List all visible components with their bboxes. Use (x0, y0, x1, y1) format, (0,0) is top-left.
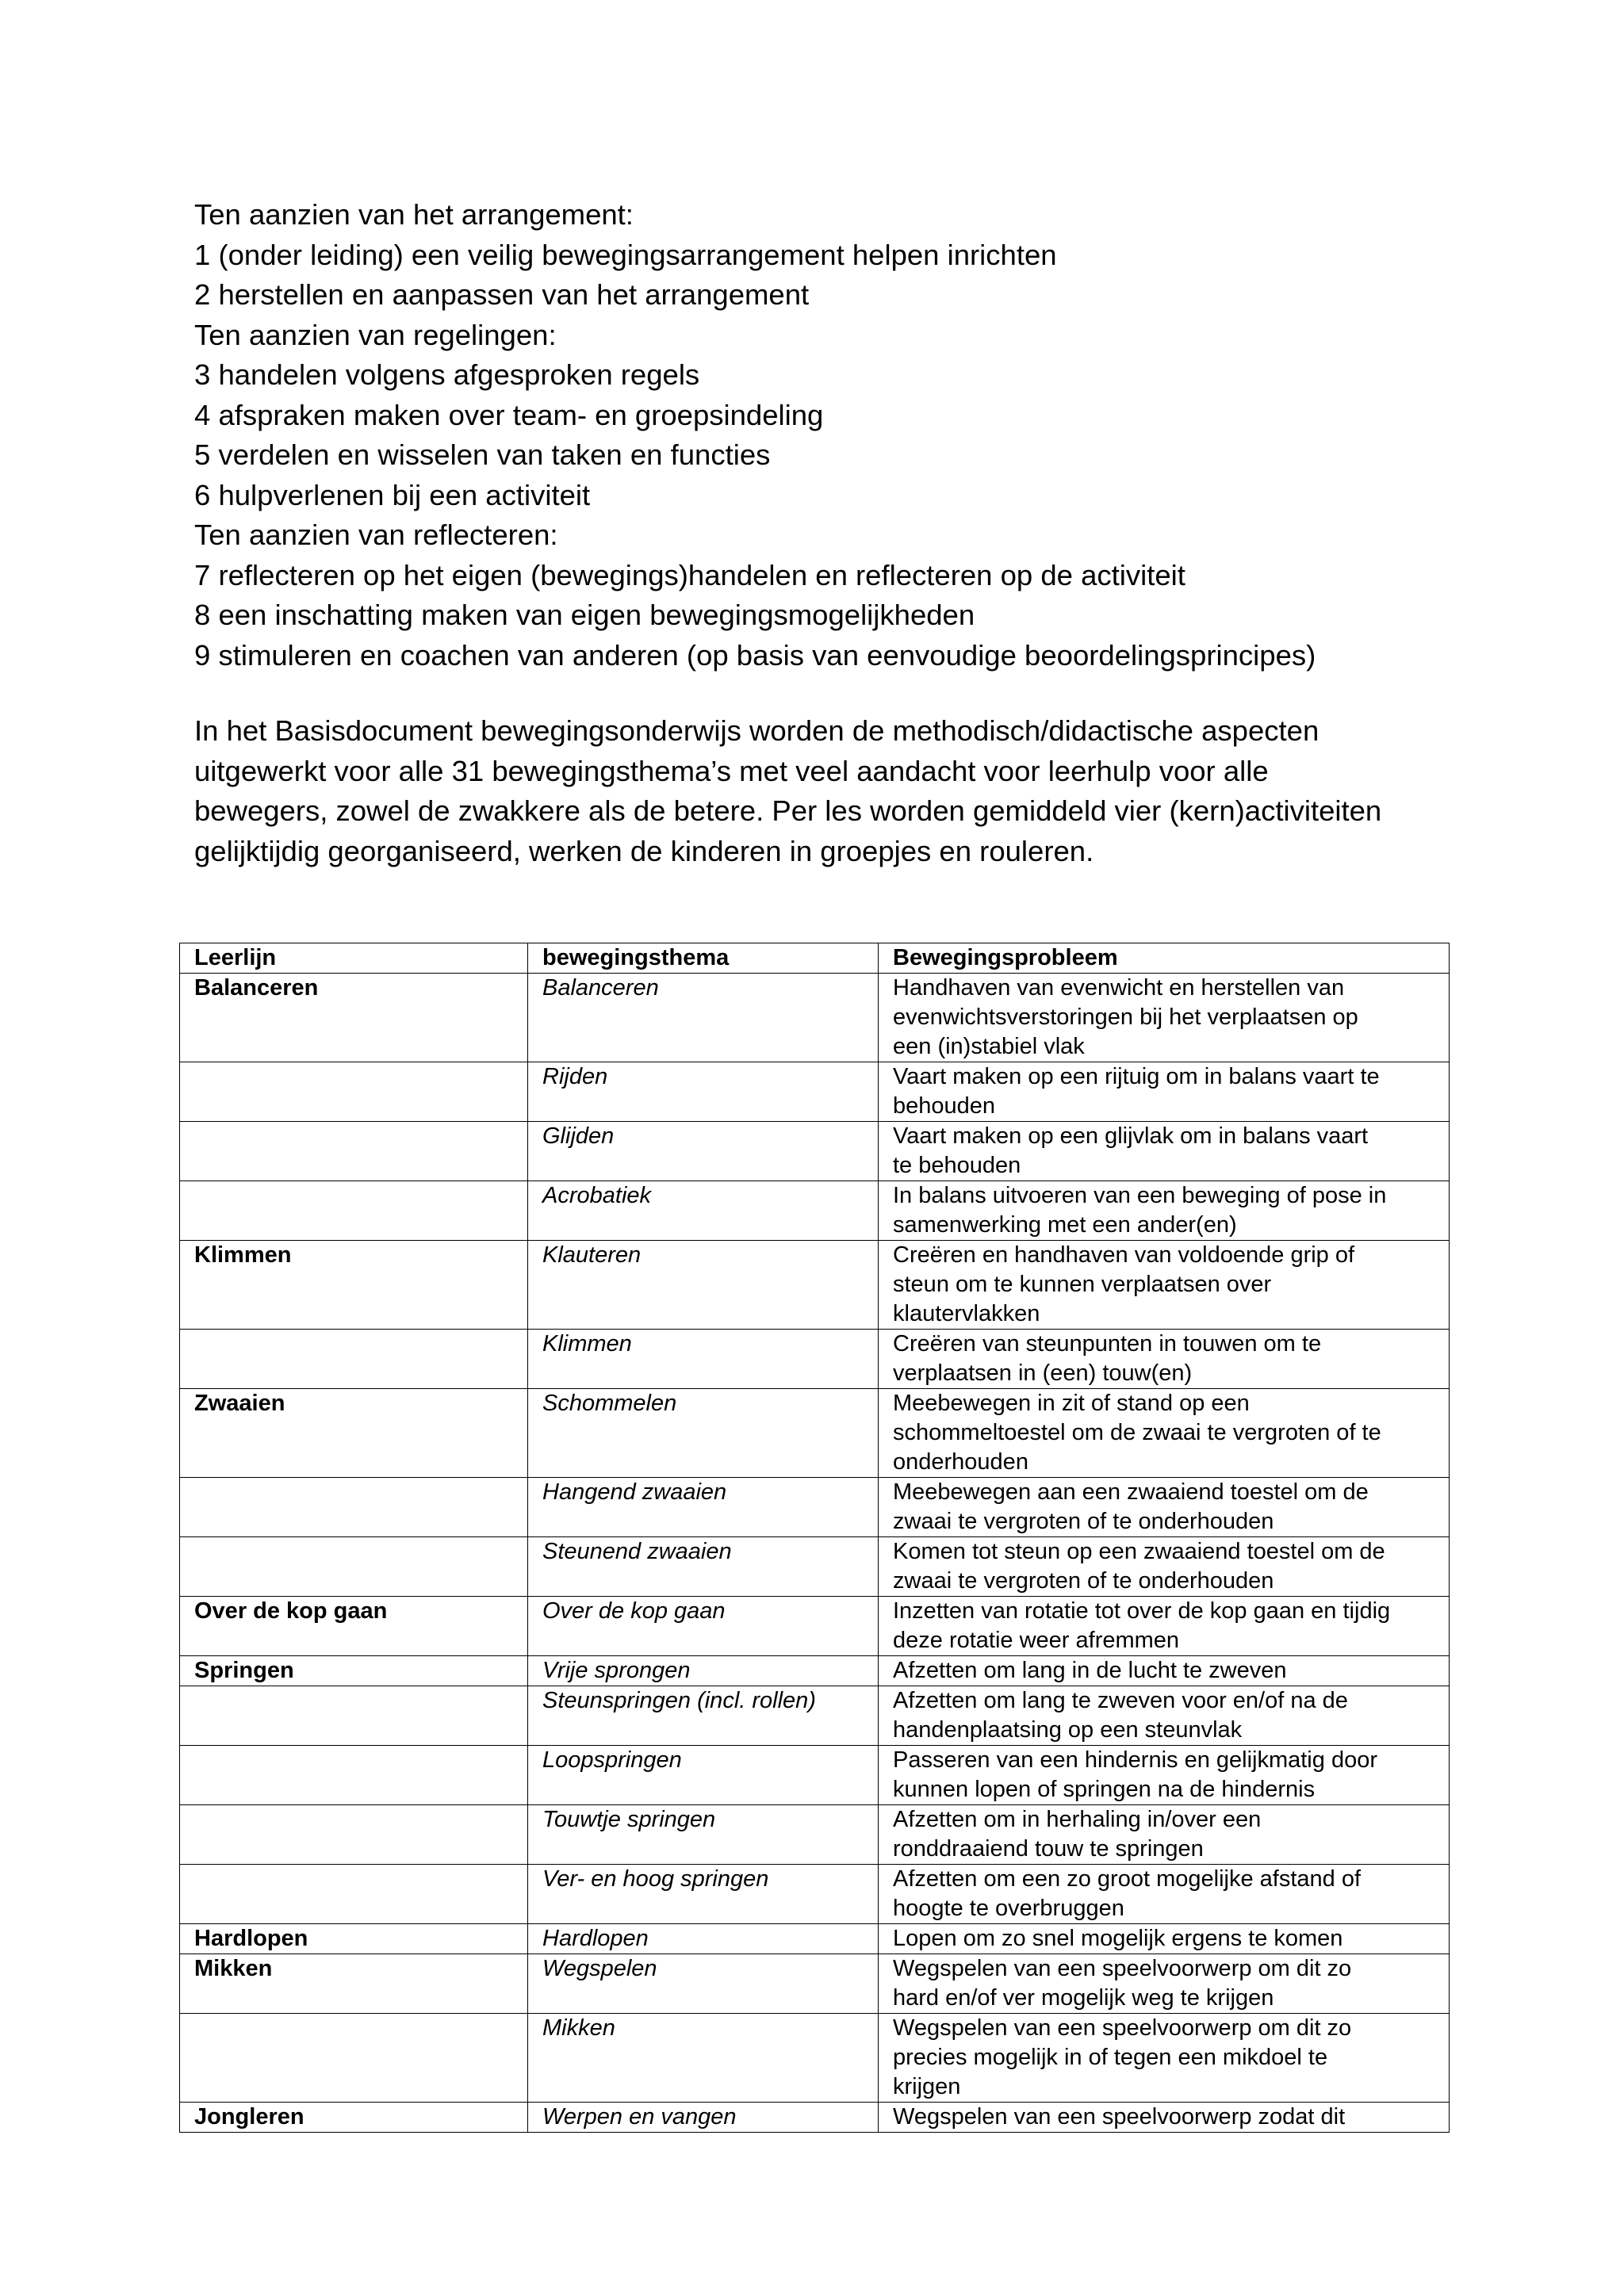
probleem-line: Meebewegen aan een zwaaiend toestel om de (893, 1479, 1369, 1505)
probleem-line: te behouden (893, 1153, 1021, 1178)
header-bewegingsprobleem: Bewegingsprobleem (879, 943, 1450, 974)
probleem-line: kunnen lopen of springen na de hindernis (893, 1777, 1316, 1802)
probleem-line: evenwichtsverstoringen bij het verplaatsen op (893, 1004, 1358, 1030)
cell-bewegingsthema: Loopspringen (528, 1746, 879, 1805)
probleem-line: In balans uitvoeren van een beweging of pose in (893, 1183, 1387, 1208)
probleem-line: schommeltoestel om de zwaai te vergroten of te (893, 1420, 1381, 1445)
cell-bewegingsprobleem (879, 2014, 1450, 2103)
cell-leerlijn: Mikken (180, 1954, 528, 2014)
cell-bewegingsprobleem (879, 1122, 1450, 1181)
probleem-line: handenplaatsing op een steunvlak (893, 1717, 1243, 1743)
probleem-line: precies mogelijk in of tegen een mikdoel te (893, 2045, 1328, 2070)
cell-leerlijn: Jongleren (180, 2103, 528, 2133)
cell-bewegingsthema: Rijden (528, 1062, 879, 1122)
cell-bewegingsthema: Wegspelen (528, 1954, 879, 2014)
table-row (180, 1241, 1450, 1330)
cell-bewegingsprobleem (879, 1865, 1450, 1924)
intro-line: 2 herstellen en aanpassen van het arrangement (194, 278, 810, 311)
probleem-line: Afzetten om lang in de lucht te zweven (893, 1658, 1287, 1683)
intro-line: Ten aanzien van het arrangement: (194, 198, 634, 231)
cell-bewegingsprobleem (879, 1389, 1450, 1478)
cell-bewegingsthema: Klauteren (528, 1241, 879, 1330)
cell-leerlijn: Over de kop gaan (180, 1597, 528, 1656)
table-row (180, 1924, 1450, 1954)
header-leerlijn: Leerlijn (180, 943, 528, 974)
cell-bewegingsthema: Acrobatiek (528, 1181, 879, 1241)
probleem-line: Passeren van een hindernis en gelijkmatig door (893, 1747, 1377, 1773)
cell-leerlijn: Balanceren (180, 974, 528, 1062)
cell-bewegingsprobleem (879, 1746, 1450, 1805)
cell-bewegingsprobleem (879, 1954, 1450, 2014)
probleem-line: klautervlakken (893, 1301, 1040, 1326)
cell-bewegingsprobleem (879, 974, 1450, 1062)
table-row (180, 1478, 1450, 1537)
table-row (180, 1062, 1450, 1122)
cell-bewegingsprobleem (879, 1537, 1450, 1597)
probleem-line: Creëren van steunpunten in touwen om te (893, 1331, 1322, 1357)
table-row (180, 1537, 1450, 1597)
cell-bewegingsthema: Klimmen (528, 1330, 879, 1389)
cell-leerlijn: Klimmen (180, 1241, 528, 1330)
cell-leerlijn (180, 2014, 528, 2103)
table-row (180, 1656, 1450, 1686)
cell-bewegingsthema: Touwtje springen (528, 1805, 879, 1865)
cell-leerlijn (180, 1686, 528, 1746)
table-row (180, 1330, 1450, 1389)
cell-leerlijn (180, 1181, 528, 1241)
cell-bewegingsprobleem (879, 1924, 1450, 1954)
probleem-line: behouden (893, 1093, 996, 1119)
intro-line: 1 (onder leiding) een veilig bewegingsarrangement helpen inrichten (194, 238, 1057, 271)
table-row (180, 1686, 1450, 1746)
intro-line: Ten aanzien van reflecteren: (194, 519, 558, 551)
probleem-line: Afzetten om lang te zweven voor en/of na de (893, 1688, 1348, 1713)
probleem-line: hard en/of ver mogelijk weg te krijgen (893, 1985, 1274, 2011)
cell-bewegingsprobleem (879, 1656, 1450, 1686)
table-row (180, 1597, 1450, 1656)
probleem-line: krijgen (893, 2074, 961, 2099)
cell-leerlijn: Hardlopen (180, 1924, 528, 1954)
table-row (180, 1122, 1450, 1181)
cell-bewegingsthema: Hangend zwaaien (528, 1478, 879, 1537)
probleem-line: een (in)stabiel vlak (893, 1034, 1085, 1059)
cell-leerlijn (180, 1122, 528, 1181)
table-row (180, 1181, 1450, 1241)
probleem-line: Vaart maken op een glijvlak om in balans vaart (893, 1123, 1369, 1149)
paragraph-line: uitgewerkt voor alle 31 bewegingsthema’s met veel aandacht voor leerhulp voor alle (194, 754, 1269, 787)
table-row (180, 974, 1450, 1062)
cell-bewegingsprobleem (879, 1478, 1450, 1537)
probleem-line: Inzetten van rotatie tot over de kop gaan en tijdig (893, 1598, 1391, 1624)
body-paragraph (194, 711, 1503, 871)
table-row (180, 1954, 1450, 2014)
probleem-line: samenwerking met een ander(en) (893, 1212, 1237, 1238)
cell-bewegingsthema: Mikken (528, 2014, 879, 2103)
table-row (180, 1805, 1450, 1865)
cell-leerlijn (180, 1330, 528, 1389)
table-row (180, 1746, 1450, 1805)
cell-leerlijn (180, 1537, 528, 1597)
paragraph-line: In het Basisdocument bewegingsonderwijs worden de methodisch/didactische aspecten (194, 714, 1320, 747)
paragraph-line: bewegers, zowel de zwakkere als de betere. Per les worden gemiddeld vier (kern)activiteiten (194, 794, 1382, 827)
cell-bewegingsprobleem (879, 1686, 1450, 1746)
cell-leerlijn (180, 1746, 528, 1805)
leerlijn-table (179, 943, 1450, 2133)
probleem-line: Wegspelen van een speelvoorwerp om dit zo (893, 2015, 1352, 2041)
cell-bewegingsthema: Glijden (528, 1122, 879, 1181)
cell-bewegingsthema: Steunspringen (incl. rollen) (528, 1686, 879, 1746)
probleem-line: Afzetten om in herhaling in/over een (893, 1807, 1262, 1832)
cell-bewegingsprobleem (879, 2103, 1450, 2133)
cell-bewegingsprobleem (879, 1241, 1450, 1330)
cell-leerlijn (180, 1865, 528, 1924)
cell-leerlijn: Springen (180, 1656, 528, 1686)
cell-bewegingsthema: Steunend zwaaien (528, 1537, 879, 1597)
probleem-line: Wegspelen van een speelvoorwerp zodat dit (893, 2104, 1346, 2130)
probleem-line: hoogte te overbruggen (893, 1896, 1124, 1921)
table-row (180, 2014, 1450, 2103)
table-row (180, 2103, 1450, 2133)
probleem-line: steun om te kunnen verplaatsen over (893, 1272, 1272, 1297)
cell-bewegingsthema: Ver- en hoog springen (528, 1865, 879, 1924)
cell-bewegingsthema: Schommelen (528, 1389, 879, 1478)
probleem-line: ronddraaiend touw te springen (893, 1836, 1204, 1862)
probleem-line: Meebewegen in zit of stand op een (893, 1391, 1250, 1416)
intro-list (194, 195, 1503, 675)
probleem-line: Afzetten om een zo groot mogelijke afstand of (893, 1866, 1362, 1892)
intro-line: 3 handelen volgens afgesproken regels (194, 358, 700, 391)
intro-line: 8 een inschatting maken van eigen bewegingsmogelijkheden (194, 599, 975, 631)
probleem-line: Vaart maken op een rijtuig om in balans vaart te (893, 1064, 1380, 1089)
intro-line: 5 verdelen en wisselen van taken en functies (194, 438, 771, 471)
cell-bewegingsthema: Werpen en vangen (528, 2103, 879, 2133)
intro-line: Ten aanzien van regelingen: (194, 318, 557, 351)
table-row (180, 1389, 1450, 1478)
cell-bewegingsthema: Vrije sprongen (528, 1656, 879, 1686)
probleem-line: verplaatsen in (een) touw(en) (893, 1360, 1193, 1386)
header-bewegingsthema: bewegingsthema (528, 943, 879, 974)
probleem-line: Lopen om zo snel mogelijk ergens te komen (893, 1926, 1343, 1951)
cell-bewegingsthema: Balanceren (528, 974, 879, 1062)
probleem-line: deze rotatie weer afremmen (893, 1628, 1180, 1653)
cell-bewegingsprobleem (879, 1181, 1450, 1241)
paragraph-line: gelijktijdig georganiseerd, werken de kinderen in groepjes en rouleren. (194, 834, 1094, 867)
cell-bewegingsthema: Over de kop gaan (528, 1597, 879, 1656)
probleem-line: Komen tot steun op een zwaaiend toestel om de (893, 1539, 1385, 1564)
cell-bewegingsprobleem (879, 1330, 1450, 1389)
probleem-line: zwaai te vergroten of te onderhouden (893, 1509, 1274, 1534)
cell-bewegingsprobleem (879, 1062, 1450, 1122)
cell-bewegingsthema: Hardlopen (528, 1924, 879, 1954)
cell-leerlijn (180, 1478, 528, 1537)
table-header-row (180, 943, 1450, 974)
probleem-line: Handhaven van evenwicht en herstellen van (893, 975, 1345, 1001)
table-row (180, 1865, 1450, 1924)
intro-line: 9 stimuleren en coachen van anderen (op basis van eenvoudige beoordelingsprincipes) (194, 638, 1316, 672)
probleem-line: Creëren en handhaven van voldoende grip of (893, 1242, 1355, 1268)
cell-leerlijn: Zwaaien (180, 1389, 528, 1478)
cell-leerlijn (180, 1062, 528, 1122)
cell-leerlijn (180, 1805, 528, 1865)
intro-line: 4 afspraken maken over team- en groepsindeling (194, 398, 824, 431)
intro-line: 6 hulpverlenen bij een activiteit (194, 478, 591, 511)
intro-line: 7 reflecteren op het eigen (bewegings)handelen en reflecteren op de activiteit (194, 558, 1185, 591)
probleem-line: zwaai te vergroten of te onderhouden (893, 1568, 1274, 1594)
cell-bewegingsprobleem (879, 1597, 1450, 1656)
probleem-line: onderhouden (893, 1449, 1028, 1475)
probleem-line: Wegspelen van een speelvoorwerp om dit zo (893, 1956, 1352, 1981)
cell-bewegingsprobleem (879, 1805, 1450, 1865)
